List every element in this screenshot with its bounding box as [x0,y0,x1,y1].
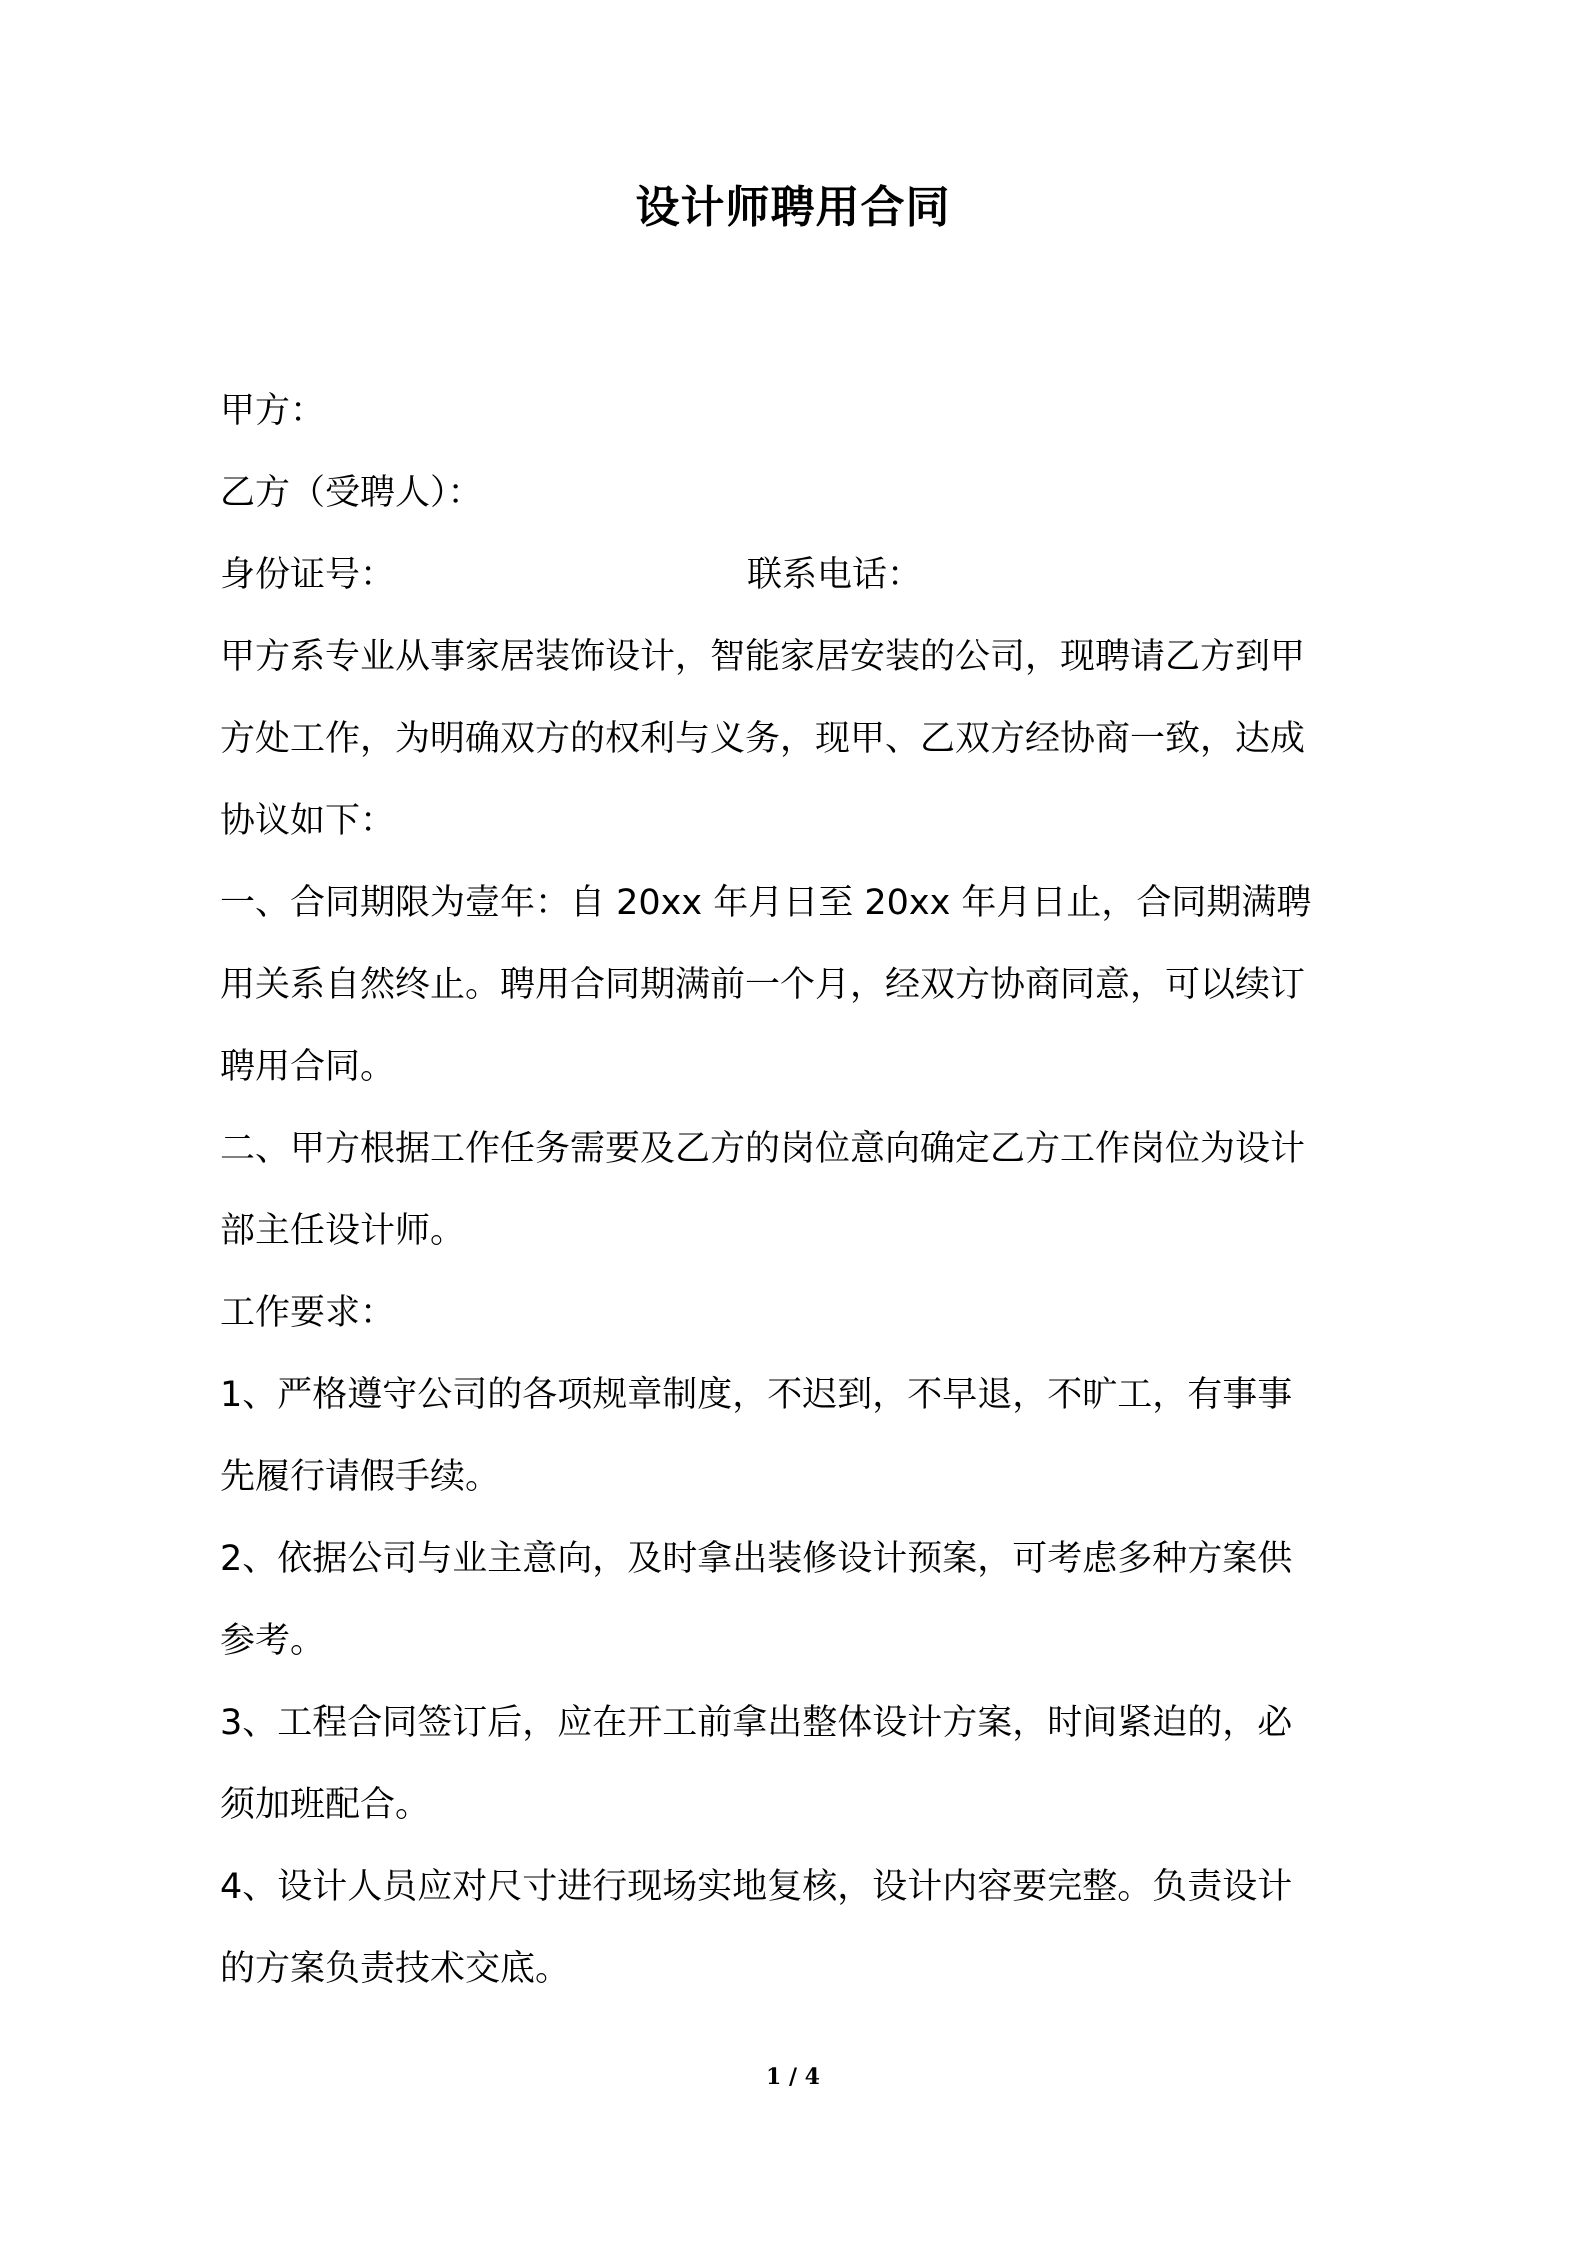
section-2-line: 部主任设计师。 [220,1211,466,1251]
section-2-position [220,1108,1380,1272]
contract-body [220,370,1380,2010]
section-2-line: 二、甲方根据工作任务需要及乙方的岗位意向确定乙方工作岗位为设计 [220,1129,1306,1169]
requirement-1-line: 先履行请假手续。 [220,1457,501,1497]
section-1-line: 一、合同期限为壹年：自 20xx 年月日至 20xx 年月日止，合同期满聘 [220,883,1312,923]
requirement-3 [220,1682,1380,1846]
requirement-2 [220,1518,1380,1682]
id-phone-row [220,534,1380,616]
requirement-1-line: 1、严格遵守公司的各项规章制度，不迟到，不早退，不旷工，有事事 [220,1375,1293,1415]
id-number-label: 身份证号： [220,555,396,595]
page-number: 1 / 4 [766,2064,820,2090]
party-b-label: 乙方（受聘人）： [220,473,483,513]
requirement-2-line: 参考。 [220,1621,326,1661]
requirement-4-line: 4、设计人员应对尺寸进行现场实地复核，设计内容要完整。负责设计 [220,1867,1293,1907]
intro-line: 方处工作，为明确双方的权利与义务，现甲、乙双方经协商一致，达成 [220,719,1306,759]
intro-line: 协议如下： [220,801,396,841]
page-title: 设计师聘用合同 [635,182,951,233]
party-a-label: 甲方： [220,391,326,431]
intro-line: 甲方系专业从事家居装饰设计，智能家居安装的公司，现聘请乙方到甲 [220,637,1306,677]
section-1-contract-term [220,862,1380,1108]
work-requirements-heading: 工作要求： [220,1293,396,1333]
phone-label: 联系电话： [747,555,923,595]
requirement-3-line: 须加班配合。 [220,1785,431,1825]
requirement-4 [220,1846,1380,2010]
section-1-line: 聘用合同。 [220,1047,396,1087]
intro-paragraph [220,616,1380,862]
section-1-line: 用关系自然终止。聘用合同期满前一个月，经双方协商同意，可以续订 [220,965,1306,1005]
requirement-4-line: 的方案负责技术交底。 [220,1949,571,1989]
requirement-3-line: 3、工程合同签订后，应在开工前拿出整体设计方案，时间紧迫的，必 [220,1703,1293,1743]
requirement-1 [220,1354,1380,1518]
requirement-2-line: 2、依据公司与业主意向，及时拿出装修设计预案，可考虑多种方案供 [220,1539,1293,1579]
